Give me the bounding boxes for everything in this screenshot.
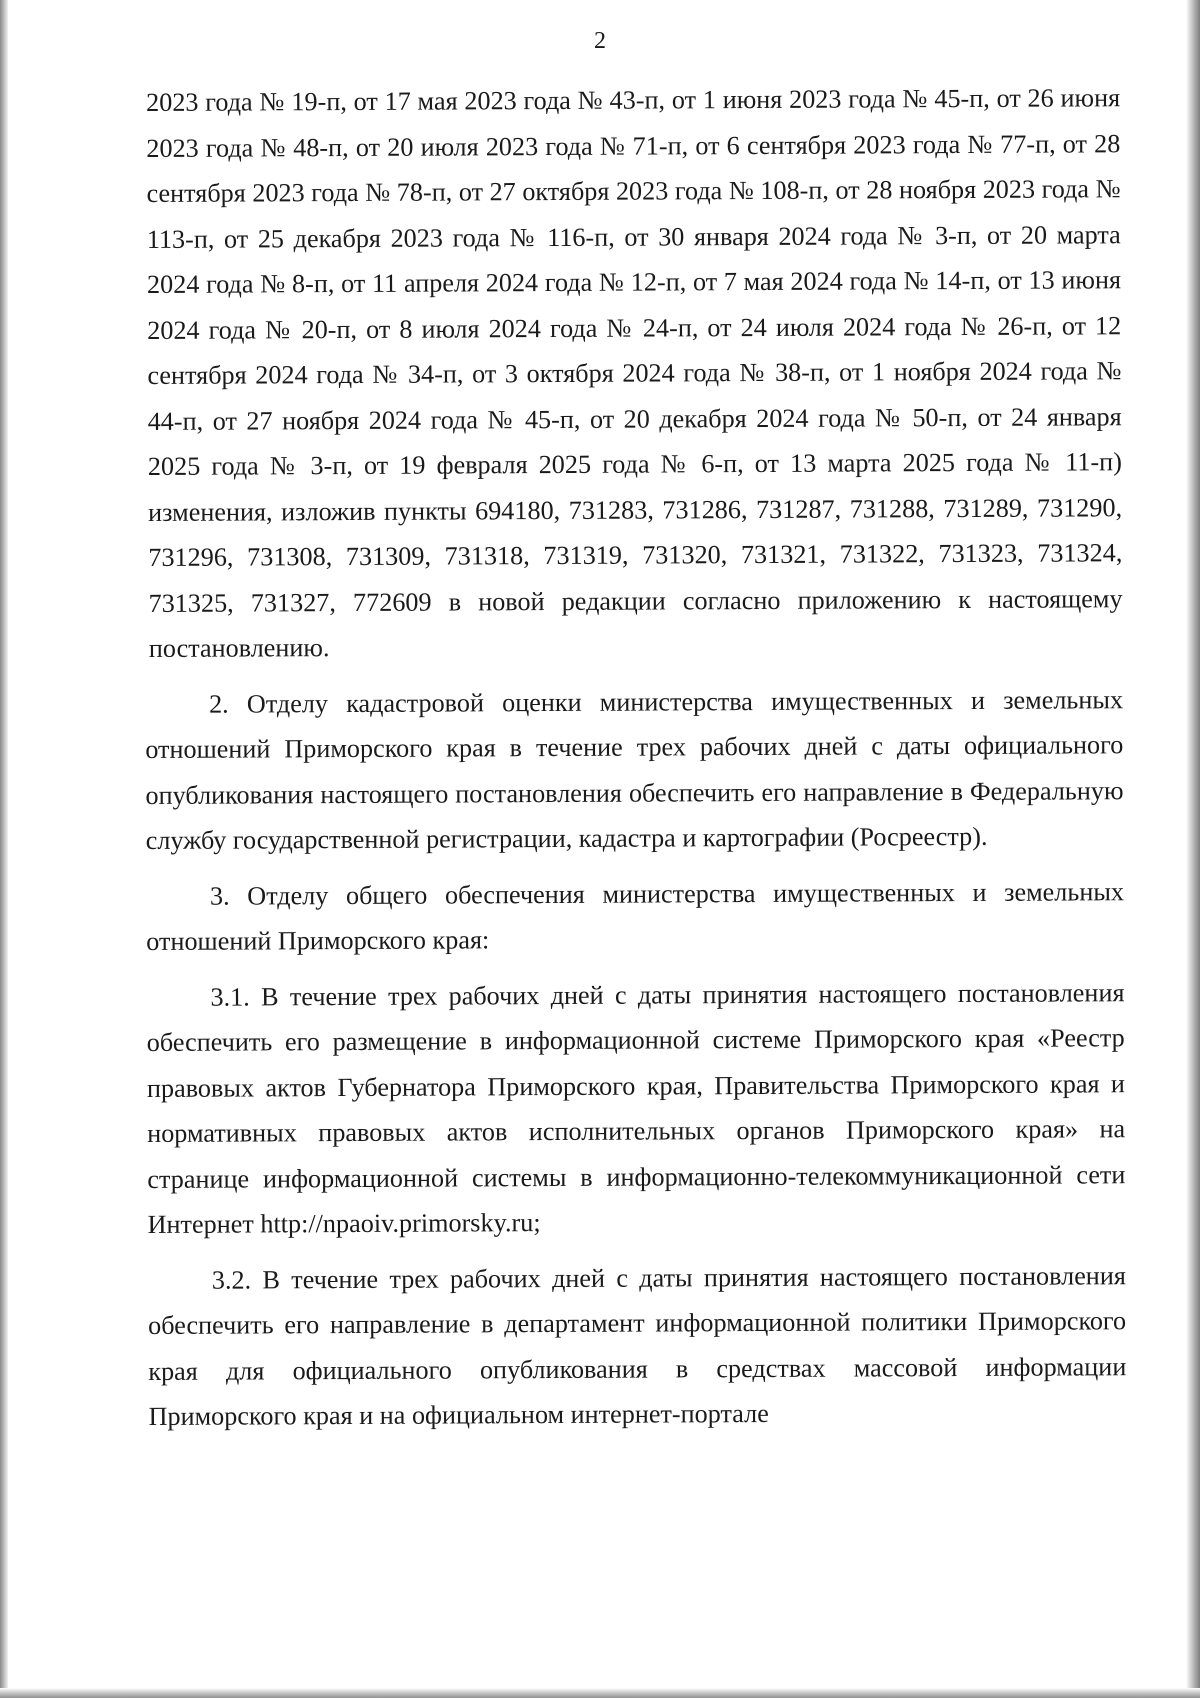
scan-edge-left xyxy=(0,0,8,1698)
scan-edge-right xyxy=(1186,0,1200,1698)
paragraph-item-2: 2. Отделу кадастровой оценки министерства имущественных и земельных отношений Приморского края в течение трех рабочих дней с даты официального опубликования настоящего постановления обеспечить его направление в Федеральную службу государственной регистрации, кадастра и картографии (Росреестр). xyxy=(145,684,1124,855)
paragraph-item-3: 3. Отделу общего обеспечения министерства имущественных и земельных отношений Приморского края: xyxy=(146,876,1125,956)
document-body xyxy=(142,75,1127,1439)
paragraph-item-3-2: 3.2. В течение трех рабочих дней с даты принятия настоящего постановления обеспечить его направление в департамент информационной политики Приморского края для официального опубликования в средствах массовой информации Приморского края и на официальном интернет-портале xyxy=(148,1260,1127,1431)
paragraph-item-3-1: 3.1. В течение трех рабочих дней с даты принятия настоящего постановления обеспечить его размещение в информационной системе Приморского края «Реестр правовых актов Губернатора Приморского края, Правительства Приморского края и нормативных правовых актов исполнительных органов Приморского края» на странице информационной системы в информационно-телекоммуникационной сети Интернет http://npaoiv.primorsky.ru; xyxy=(146,977,1126,1239)
paragraph-continuation: 2023 года № 19-п, от 17 мая 2023 года № 43-п, от 1 июня 2023 года № 45-п, от 26 июня 2023 года № 48-п, от 20 июля 2023 года № 71-п, от 6 сентября 2023 года № 77-п, от 28 сентября 2023 года № 78-п, от 27 октября 2023 года № 108-п, от 28 ноября 2023 года № 113-п, от 25 декабря 2023 года № 116-п, от 30 января 2024 года № 3-п, от 20 марта 2024 года № 8-п, от 11 апреля 2024 года № 12-п, от 7 мая 2024 года № 14-п, от 13 июня 2024 года № 20-п, от 8 июля 2024 года № 24-п, от 24 июля 2024 года № 26-п, от 12 сентября 2024 года № 34-п, от 3 октября 2024 года № 38-п, от 1 ноября 2024 года № 44-п, от 27 ноября 2024 года № 45-п, от 20 декабря 2024 года № 50-п, от 24 января 2025 года № 3-п, от 19 февраля 2025 года № 6-п, от 13 марта 2025 года № 11-п) изменения, изложив пункты 694180, 731283, 731286, 731287, 731288, 731289, 731290, 731296, 731308, 731309, 731318, 731319, 731320, 731321, 731322, 731323, 731324, 731325, 731327, 772609 в новой редакции согласно приложению к настоящему постановлению. xyxy=(146,83,1123,663)
scan-edge-bottom xyxy=(0,1688,1200,1698)
page-number: 2 xyxy=(594,28,606,54)
